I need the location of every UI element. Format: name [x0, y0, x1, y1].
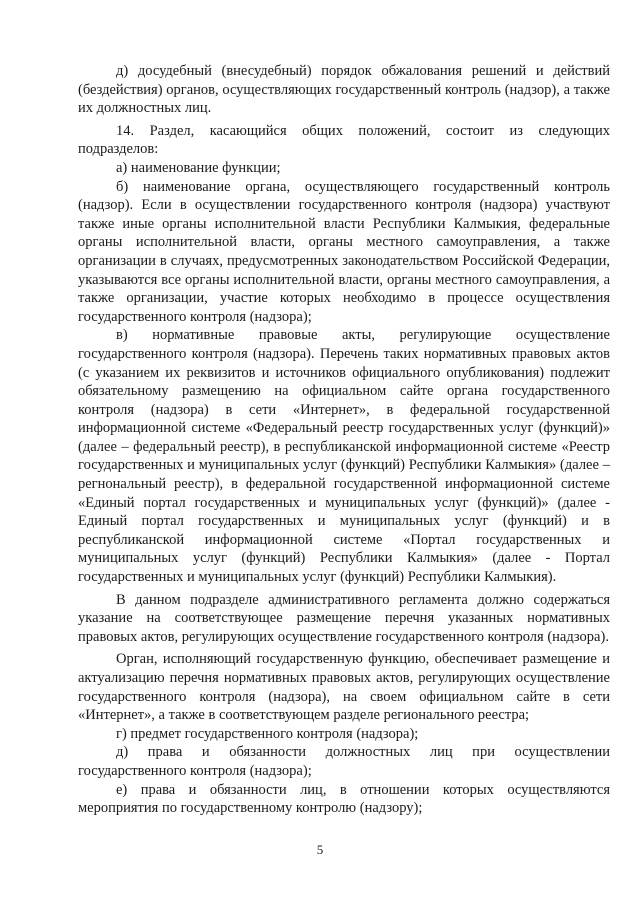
paragraph-item-g: г) предмет государственного контроля (надзора); — [116, 725, 419, 742]
paragraph-item-d: д) права и обязанности должностных лиц при осуществлении государственного контроля (надзора); — [78, 744, 610, 779]
paragraph-item-b: б) наименование органа, осуществляющего государственный контроль (надзор). Если в осуществлении государственного контроля (надзора) участвуют также иные органы исполнительной власти Республики Калмыкия, федеральные органы исполнительной власти, органы местного самоуправления, а также организации в случаях, предусмотренных законодательством Российской Федерации, указываются все органы исполнительной власти, органы местного самоуправления, а также организации, участие которых необходимо в процессе осуществления государственного контроля (надзора); — [78, 178, 610, 325]
page-number: 5 — [316, 842, 324, 857]
paragraph-subsection-note: В данном подразделе административного регламента должно содержаться указание на соответствующее размещение перечня указанных нормативных правовых актов, регулирующих осуществление государственного контроля (надзора). — [78, 591, 610, 645]
paragraph-item-v: в) нормативные правовые акты, регулирующие осуществление государственного контроля (надзора). Перечень таких нормативных правовых актов (с указанием их реквизитов и источников официального опубликования) подлежит обязательному размещению на официальном сайте органа государственного контроля (надзора) в сети «Интернет», в федеральной государственной информационной системе «Федеральный реестр государственных услуг (функций)» (далее – федеральный реестр), в республиканской информационной системе «Реестр государственных и муниципальных услуг (функций) Республики Калмыкия» (далее – регнональный реестр), в федеральной государственной информационной системе «Единый портал государственных и муниципальных услуг (функций)» (далее - Единый портал государственных и муниципальных услуг (функций) и в республиканской информационной системе «Портал государственных и муниципальных услуг (функций) Республики Калмыкия» (далее - Портал государственных и муниципальных услуг (функций) Республики Калмыкия). — [78, 327, 610, 586]
document-body — [78, 62, 610, 818]
paragraph-organ-duty: Орган, исполняющий государственную функцию, обеспечивает размещение и актуализацию перечня нормативных правовых актов, регулирующих осуществление государственного контроля (надзора), на своем официальном сайте в сети «Интернет», а также в соответствующем разделе регионального реестра; — [78, 651, 610, 724]
paragraph-section-14: 14. Раздел, касающийся общих положений, состоит из следующих подразделов: — [78, 122, 610, 158]
paragraph-item-e: е) права и обязанности лиц, в отношении которых осуществляются мероприятия по государственному контролю (надзору); — [78, 781, 610, 817]
paragraph-appeal-procedure: д) досудебный (внесудебный) порядок обжалования решений и действий (бездействия) органов, осуществляющих государственный контроль (надзор), а также их должностных лиц. — [78, 63, 610, 117]
paragraph-item-a: а) наименование функции; — [116, 159, 281, 176]
